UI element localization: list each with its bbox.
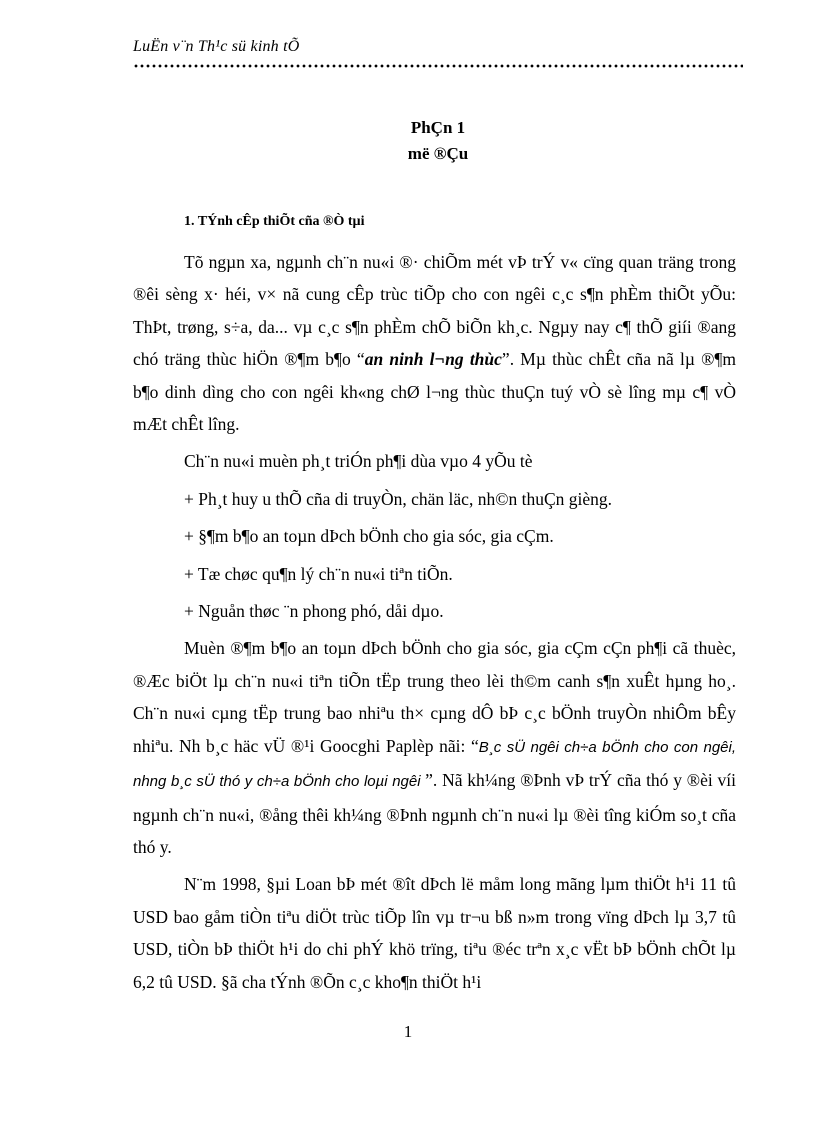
chapter-subtitle: më ®Çu [407,144,469,163]
paragraph-text: Tõ ngµn xa, ngµnh ch¨n nu«i ®· chiÕm mét vÞ trÝ v« cïng quan träng trong ®êi sèng x· héi, v× nã cung cÊp trùc tiÕp cho con ngêi c¸c s¶n phÈm thiÕt yÕu: ThÞt, trøng, s÷a, da... vµ c¸c s¶n phÈm chÕ biÕn kh¸c. Ngµy nay c¶ thÕ giíi ®ang chó träng thùc hiÖn ®¶m b¶o “ [133,252,736,370]
paragraph [133,632,736,863]
page-number: 1 [403,1022,413,1041]
list-item: + §¶m b¶o an toµn dÞch bÖnh cho gia sóc, gia cÇm. [184,526,554,547]
paragraph: Ch¨n nu«i muèn ph¸t triÓn ph¶i dùa vµo 4 yÕu tè [184,451,533,472]
emphasis-phrase: an ninh l¬ng thùc [364,349,502,370]
paragraph [133,246,736,440]
paragraph-text: ”. Mµ thùc chÊt cña nã lµ ®¶m b¶o dinh dìng cho con ngêi kh«ng chØ l¬ng thùc thuÇn tuý vÒ sè lîng mµ c¶ vÒ mÆt chÊt lîng. [133,349,736,435]
paragraph-text: ”. Nã kh¼ng ®Þnh vÞ trÝ cña thó y ®èi víi ngµnh ch¨n nu«i, ®ång thêi kh¼ng ®Þnh ngµnh ch¨n nu«i lµ ®èi tîng kiÓm so¸t cña thó y. [133,770,736,857]
running-header: LuËn v¨n Th¹c sü kinh tÕ [133,38,300,55]
section-heading: 1. TÝnh cÊp thiÕt cña ®Ò tµi [184,214,365,229]
body-text [133,246,736,1003]
list-item: + Ph¸t huy u thÕ cña di truyÒn, chän läc, nh©n thuÇn gièng. [184,488,613,509]
header-dotted-rule [133,64,743,68]
chapter-title: PhÇn 1 [410,118,466,137]
paragraph-text: Muèn ®¶m b¶o an toµn dÞch bÖnh cho gia sóc, gia cÇm cÇn ph¶i cã thuèc, ®Æc biÖt lµ ch¨n nu«i tiªn tiÕn tËp trung theo lèi th©m canh s¶n xuÊt hµng ho¸. Ch¨n nu«i cµng tËp trung bao nhiªu th× cµng dÔ bÞ c¸c bÖnh truyÒn nhiÔm bÊy nhiªu. Nh b¸c häc vÜ ®¹i Goocghi Paplèp nãi: “ [133,638,736,756]
quotation: B¸c sÜ ngêi ch÷a bÖnh cho con ngêi, nhng b¸c sÜ thó y ch÷a bÖnh cho loµi ngêi [133,738,736,791]
list-item: + Nguån thøc ¨n phong phó, dåi dµo. [184,601,444,622]
list-item: + Tæ chøc qu¶n lý ch¨n nu«i tiªn tiÕn. [184,563,453,584]
paragraph: N¨m 1998, §µi Loan bÞ mét ®ît dÞch lë måm long mãng lµm thiÖt h¹i 11 tû USD bao gåm tiÒn tiªu diÖt trùc tiÕp lîn vµ tr¬u bß n»m trong vïng dÞch lµ 3,7 tû USD, tiÒn bÞ thiÖt h¹i do chi phÝ khö trïng, tiªu ®éc trªn x¸c vËt bÞ bÖnh chÕt lµ 6,2 tû USD. §ã cha tÝnh ®Õn c¸c kho¶n thiÖt h¹i [133,874,736,992]
